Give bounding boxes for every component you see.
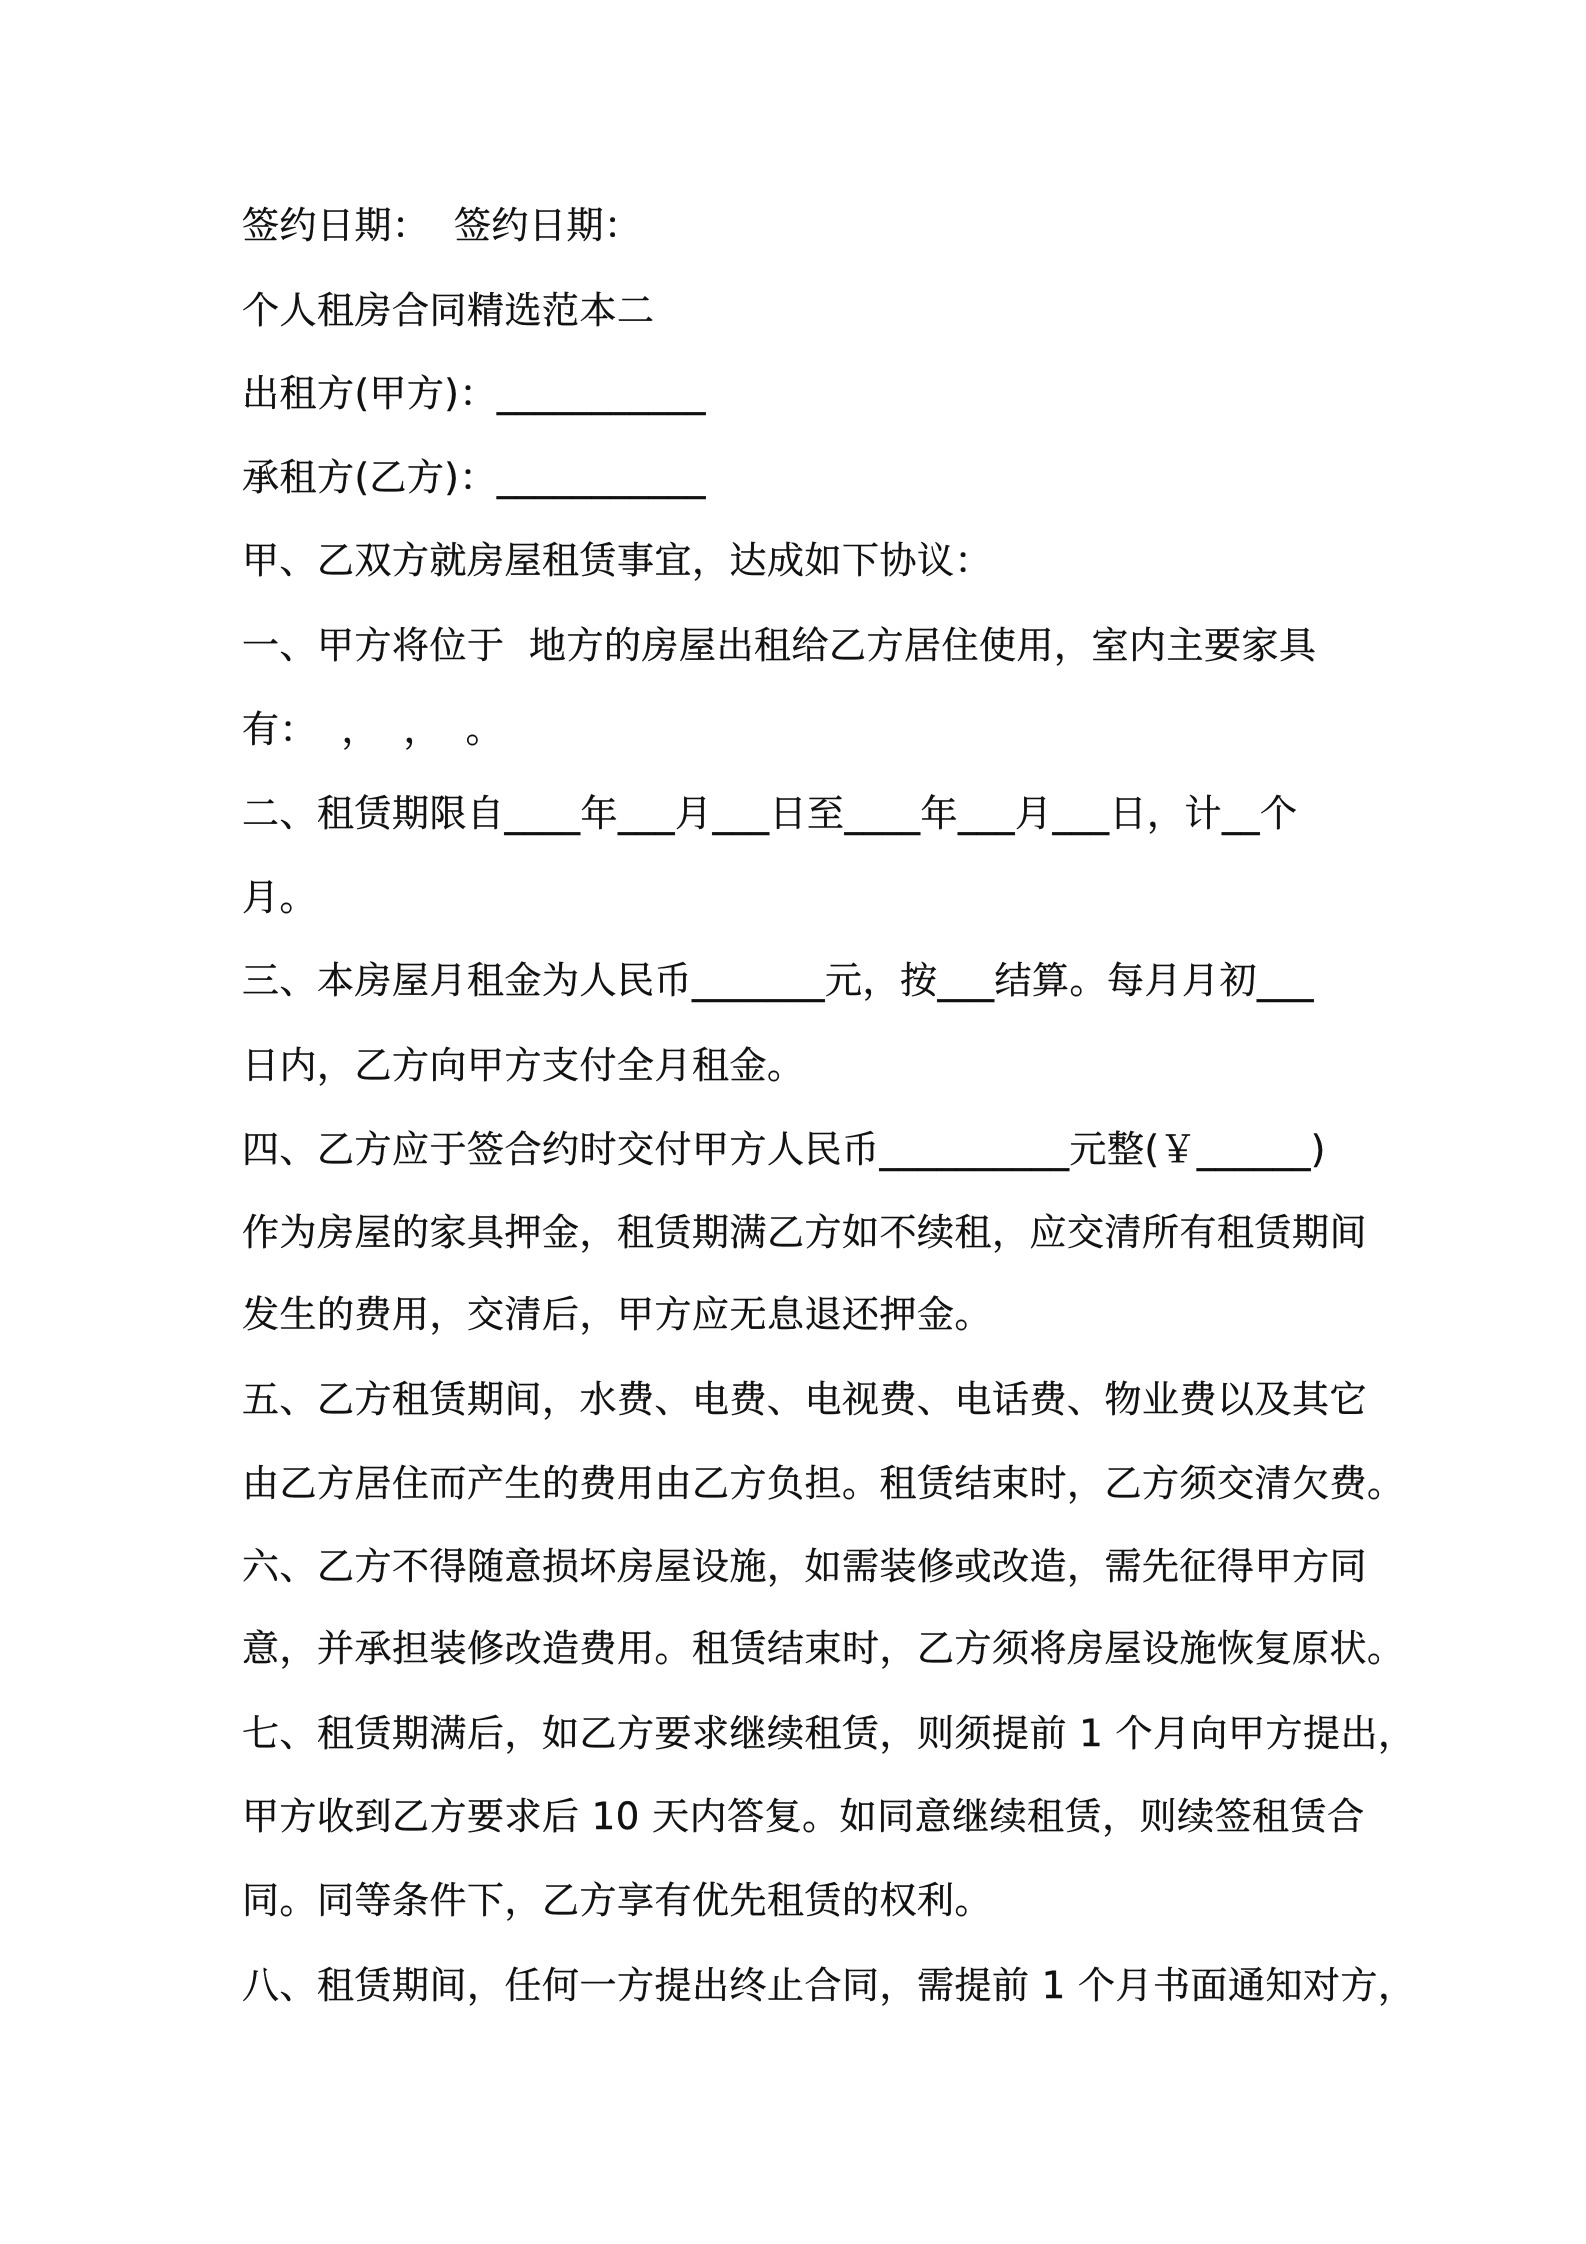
clause-1-line-1: 一、甲方将位于 地方的房屋出租给乙方居住使用，室内主要家具: [242, 624, 1317, 667]
clause-4-line-3: 发生的费用，交清后，甲方应无息退还押金。: [242, 1293, 992, 1336]
clause-3-line-1: 三、本房屋月租金为人民币_______元，按___结算。每月月初___: [242, 959, 1314, 1002]
clause-7-line-3: 同。同等条件下，乙方享有优先租赁的权利。: [242, 1879, 992, 1922]
clause-6-line-2: 意，并承担装修改造费用。租赁结束时，乙方须将房屋设施恢复原状。: [242, 1627, 1405, 1670]
signing-date-line: 签约日期： 签约日期：: [242, 204, 642, 247]
lessee-line: 承租方(乙方)：___________: [242, 456, 706, 499]
clause-5-line-2: 由乙方居住而产生的费用由乙方负担。租赁结束时，乙方须交清欠费。: [242, 1462, 1405, 1505]
clause-7-line-1: 七、租赁期满后，如乙方要求继续租赁，则须提前 1 个月向甲方提出，: [242, 1712, 1416, 1755]
clause-4-line-1: 四、乙方应于签合约时交付甲方人民币__________元整(￥______): [242, 1128, 1326, 1171]
agreement-intro: 甲、乙双方就房屋租赁事宜，达成如下协议：: [242, 539, 992, 582]
clause-2-line-2: 月。: [242, 876, 317, 919]
clause-6-line-1: 六、乙方不得随意损坏房屋设施，如需装修或改造，需先征得甲方同: [242, 1545, 1367, 1588]
document-title: 个人租房合同精选范本二: [242, 289, 655, 332]
clause-3-line-2: 日内，乙方向甲方支付全月租金。: [242, 1044, 805, 1087]
clause-1-line-2: 有： ， ， 。: [242, 708, 504, 751]
clause-7-line-2: 甲方收到乙方要求后 10 天内答复。如同意继续租赁，则续签租赁合: [242, 1795, 1365, 1838]
clause-4-line-2: 作为房屋的家具押金，租赁期满乙方如不续租，应交清所有租赁期间: [242, 1211, 1367, 1254]
lessor-line: 出租方(甲方)：___________: [242, 372, 706, 415]
clause-2-line-1: 二、租赁期限自____年___月___日至____年___月___日，计__个: [242, 792, 1298, 835]
clause-8-line-1: 八、租赁期间，任何一方提出终止合同，需提前 1 个月书面通知对方，: [242, 1964, 1416, 2007]
clause-5-line-1: 五、乙方租赁期间，水费、电费、电视费、电话费、物业费以及其它: [242, 1378, 1367, 1421]
